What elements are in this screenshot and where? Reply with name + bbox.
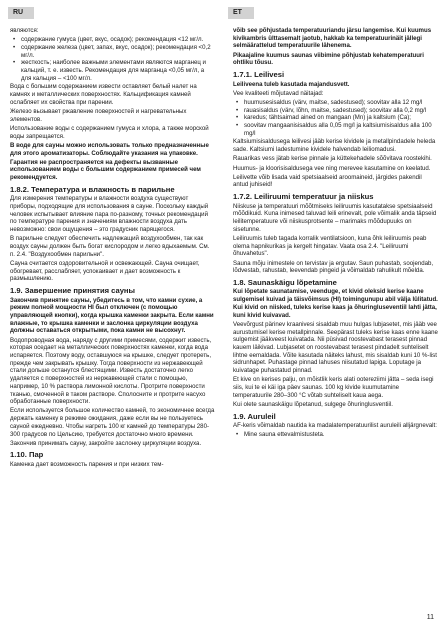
paragraph: являются: [10, 27, 39, 34]
page-number: 11 [426, 614, 434, 621]
paragraph: Vee kvaliteeti mõjutavad näitajad: [233, 89, 324, 97]
paragraph: Veevõrgust pärinev kraanivesi sisaldab muu hulgas lubjasetet, mis jääb vee aurustumisel kerise metallpinnale. Seepärast tuleks kerise kaas enne kaane sulgemist jääkveest kuivatada. Nii püsivad roostevabast terasest pinnad kauem läikivad. Lubjasetet on roostevabast terasest pindadelt suhteliselt lihtne eemaldada. Võite kasutada näiteks lahust, mis sisaldab kuni 10 %-list sidrunhapet. Puhastage pinnad lahuses niisutatud lapiga. Loputage ja kuivatage puhastatud pinnad. [233, 320, 438, 375]
bullet-list [10, 36, 215, 82]
bullet-item: • karedus; tähtsaimad ained on mangaan (Mn) ja kaltsium (Ca); [233, 114, 438, 122]
paragraph: Для измерения температуры и влажности воздуха существуют приборы, подходящие для использования в сауне. Поскольку каждый человек испытывает влияние пара по-разному, точных рекомендаций по температуре парения и значениям влажности воздуха дать невозможно: свои ощущения – это градусник парящегося. [10, 195, 209, 234]
paragraph: Вода с большим содержанием извести оставляет белый налет на камнях и металлических поверхностях. Кальцификация камней ослабляет их свойства при парении. [10, 83, 197, 106]
bullet-item: • жесткость; наиболее важными элементами являются марганец и кальций, т. е. известь. Рекомендация для марганца <0,05 мг/л, а для кальция – <100 мг/л. [10, 59, 215, 82]
bullet-item: • rauasisaldus (värv, lõhn, maitse, sadestused); soovitav alla 0,2 mg/l [233, 107, 438, 115]
paragraph: Закончив принимать сауну, закройте заслонку циркуляции воздуха. [10, 439, 202, 447]
paragraph: Leilivette võib lisada vaid spetsiaalseid aroomaineid, järgides pakendil antud juhiseid! [233, 173, 422, 189]
paragraph: Kaltsiumisisaldusega leilivesi jääb kerise kividele ja metallpindadele heleda sade. Kaltsiumi ladestumine kividele halvendab leiliomadusi. [233, 138, 436, 154]
paragraph: Sauna mõju inimestele on tervistav ja ergutav. Saun puhastab, soojendab, lõdvestab, rahustab, leevendab pingeid ja võimaldab rahulikult mõelda. [233, 259, 434, 275]
bold-paragraph: Закончив принятие сауны, убедитесь в том, что камни сухие, а режим полной мощности НI был отключен (с помощью управляющей кнопки), когда крышка каменки закрыта. Если камни влажные, то крышка каменки и заслонка циркуляции воздуха должны оставаться открытыми, пока камни не высохнут. [10, 296, 214, 335]
section-heading: 1.7.1. Leilivesi [233, 70, 285, 80]
section-heading: 1.8. Saunaskäigu lõpetamine [233, 277, 337, 287]
bold-paragraph: В воде для сауны можно использовать только предназначенные для этого ароматизаторы. Соблюдайте указания на упаковке. [10, 141, 209, 157]
paragraph: AF-keris võimaldab nautida ka madalatemperatuurilist auruleili alljärgnevalt: [233, 422, 437, 430]
bullet-item: • soovitav mangaanisisaldus alla 0,05 mg/l ja kaltsiumisisaldus alla 100 mg/l [233, 122, 438, 137]
bold-paragraph: Leiliveena tuleb kasutada majandusvett. [233, 80, 350, 88]
bullet-list [233, 431, 438, 439]
bold-paragraph: Гарантия не распространяется на дефекты вызванные использованием воды с большим содержанием примесей чем рекомендуется. [10, 158, 201, 182]
russian-text-column [10, 27, 215, 623]
section-heading: 1.8.2. Температура и влажность в парильне [10, 184, 175, 194]
bold-paragraph: võib see põhjustada temperatuuriandu järsu langemise. Kui kuumus kivikambris ülttasemalt jaotub, hakkab ka temperatuurinäit jällegi selmäärattelud temperatuurile lähenema. [233, 27, 432, 50]
paragraph: Использование воды с содержанием гумуса и хлора, а также морской воды запрещается. [10, 124, 209, 140]
paragraph: Huumus- ja kloorisisaldusega vee ning merevee kasutamine on keelatud. [233, 164, 431, 172]
bold-paragraph: Pikaajaline kuumus saunas viibimine põhjustab kehatemperatuuri ohtliku tõusu. [233, 51, 424, 67]
estonian-text-column [233, 27, 438, 623]
section-heading: 1.7.2. Leiliruumi temperatuur ja niiskus [233, 192, 374, 202]
paragraph: Leiliruumis tuleb tagada korralik ventilatsioon, kuna õhk leiliruumis peab olema hapnikurikas ja kergelt hingatav. Vaata osa 2.4. "Leiliruumi õhuvahetus". [233, 234, 427, 258]
bullet-item: • Mine sauna ettevalmistusteta. [233, 431, 438, 439]
paragraph: В парильне следует обеспечить надлежащий воздухообмен, так как воздух сауны должен быть богат кислородом и легко вдыхаемым. См. п. 2.4. "Воздухообмен парильни". [10, 235, 210, 258]
section-heading: 1.9. Auruleil [233, 411, 276, 421]
paragraph: Kui olete saunaskäigu lõpetanud, sulgege õhuringlusventiil. [233, 400, 393, 408]
bullet-item: • содержание гумуса (цвет, вкус, осадок); рекомендация <12 мг/л. [10, 36, 215, 44]
section-heading: 1.9. Завершение принятия сауны [10, 286, 136, 296]
bullet-list [233, 99, 438, 138]
language-tab-ru: RU [8, 7, 34, 19]
paragraph: Если используется большое количество камней, то экономичнее всегда держать каменку в режиме ожидания, даже если вы не пользуетесь сауной ежедневно. Чтобы нагреть 100 кг камней до температуры 280-300 градусов по Цельсию, требуется достаточно много времени. [10, 407, 215, 438]
bullet-item: • содержание железа (цвет, запах, вкус, осадок); рекомендация <0,2 мг/л. [10, 44, 215, 59]
bold-paragraph: Kui lõpetate saunatamise, veenduge, et kivid oleksid kerise kaane sulgemisel kuivad ja täisvõimsus (HI) toimingunupu abil välja lülitatud. Kui kivid on niisked, tuleks kerise kaas ja õhuringluseventiil lahti jätta, kuni kivid kuivavad. [233, 288, 438, 319]
paragraph: Водопроводная вода, наряду с другими примесями, содержит известь, которая оседает на металлических поверхностях каменки, когда вода испаряется. Поэтому воду, оставшуюся на крышке, следует протереть, прежде чем закрывать крышку. Тогда поверхности из нержавеющей стали дольше останутся блестящими. Известь достаточно легко удаляется с поверхностей из нержавеющей стали с помощью, например, 10 % раствора лимонной кислоты. Протрите поверхности тканью, смоченной в таком растворе. Сполосните и протрите насухо обработанные поверхности. [10, 336, 212, 406]
paragraph: Железо вызывает ржавление поверхностей и нагревательных элементов. [10, 108, 187, 123]
language-tab-et: ET [228, 7, 254, 19]
bullet-item: • huumusesisaldus (värv, maitse, sadestused); soovitav alla 12 mg/l [233, 99, 438, 107]
paragraph: Каменка дает возможность парения и при низких тем- [10, 460, 164, 468]
paragraph: Niiskuse ja temperatuuri mõõtmiseks leiliruumis kasutatakse spetsiaalseid mõõdikuid. Kuna inimesed taluvad leili erinevalt, pole võimalik anda täpseid leilitemperatuure või niiskusprotsente – marimaks mõõdupuuks on sisetunne. [233, 202, 437, 233]
paragraph: Rauarikas vess jätab kerise pinnale ja küttekehadele sõõvitava roostekihi. [233, 155, 432, 163]
paragraph: Et kive on kerises palju, on mõistlik keris alati ootereziimi jätta – seda isegi siis, kui te ei käi iga päev saunas. 100 kg kivide kuumutamine temperatuurile 280–300 °C võtab suhteliselt kaua aega. [233, 376, 434, 399]
paragraph: Сауна считается оздоровительной и освежающей. Сауна очищает, обогревает, расслабляет, успокаивает и дает возможность к размышлению. [10, 259, 200, 283]
section-heading: 1.10. Пар [10, 450, 44, 460]
